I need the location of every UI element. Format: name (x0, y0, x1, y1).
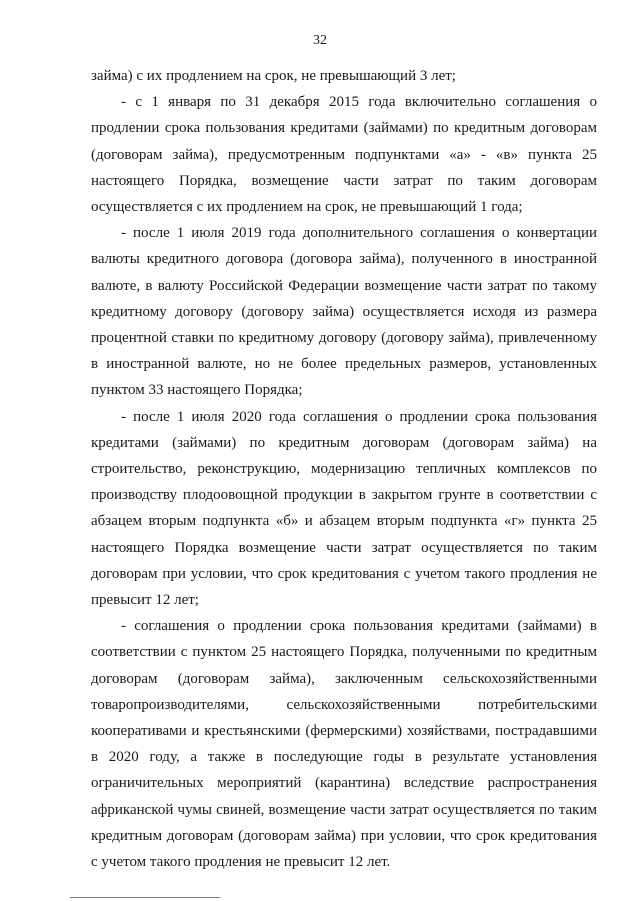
paragraph-swine-fever-extension: - соглашения о продлении срока пользования кредитами (займами) в соответствии с пунктом 25 настоящего Порядка, полученными по кредитным договорам (договорам займа), заключенным сельскохозяйственными товаропроизводителями, сельскохозяйственными потребительскими кооперативами и крестьянскими (фермерскими) хозяйствами, пострадавшими в 2020 году, а также в последующие годы в результате установления ограничительных мероприятий (карантина) вследствие распространения африканской чумы свиней, возмещение части затрат осуществляется по таким кредитным договорам (договорам займа) при условии, что срок кредитования с учетом такого продления не превысит 12 лет. (91, 618, 597, 871)
page-number: 32 (313, 33, 327, 48)
paragraph-continuation: займа) с их продлением на срок, не превышающий 3 лет; (91, 68, 456, 84)
document-body (91, 63, 597, 875)
paragraph-2020-greenhouse-extension: - после 1 июля 2020 года соглашения о продлении срока пользования кредитами (займами) по кредитным договорам (договорам займа) на строительство, реконструкцию, модернизацию тепличных комплексов по производству плодоовощной продукции в закрытом грунте в соответствии с абзацем вторым подпункта «б» и абзацем вторым подпункта «г» пункта 25 настоящего Порядка возмещение части затрат осуществляется по таким договорам при условии, что срок кредитования с учетом такого продления не превысит 12 лет; (91, 408, 597, 609)
paragraph-2019-currency-conversion: - после 1 июля 2019 года дополнительного соглашения о конвертации валюты кредитного договора (договора займа), полученного в иностранной валюте, в валюту Российской Федерации возмещение части затрат по такому кредитному договору (договору займа) осуществляется исходя из размера процентной ставки по кредитному договору (договору займа), привлеченному в иностранной валюте, но не более предельных размеров, установленных пунктом 33 настоящего Порядка; (91, 225, 597, 399)
bottom-divider (70, 897, 220, 898)
paragraph-2015-extension: - с 1 января по 31 декабря 2015 года включительно соглашения о продлении срока пользования кредитами (займами) по кредитным договорам (договорам займа), предусмотренным подпунктами «а» - «в» пункта 25 настоящего Порядка, возмещение части затрат по таким договорам осуществляется с их продлением на срок, не превышающий 1 года; (91, 94, 597, 216)
